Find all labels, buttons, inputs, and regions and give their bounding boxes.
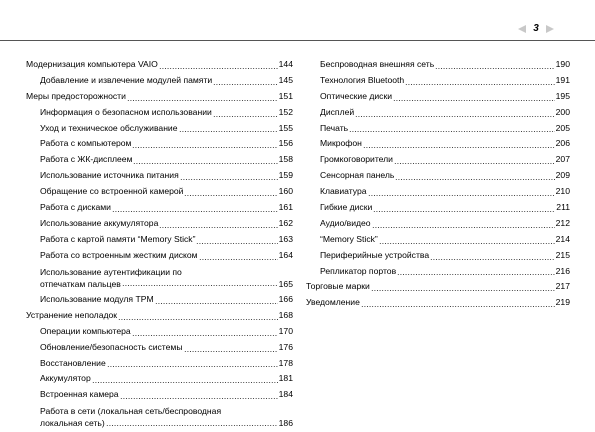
toc-entry[interactable] bbox=[26, 168, 293, 184]
toc-entry-page: 170 bbox=[278, 325, 293, 336]
toc-entry[interactable] bbox=[26, 73, 293, 89]
toc-entry-title: Работа со встроенным жестким диском bbox=[40, 249, 198, 260]
toc-entry-title: Использование модуля TPM bbox=[40, 293, 154, 304]
toc-entry[interactable] bbox=[26, 324, 293, 340]
toc-entry[interactable] bbox=[26, 371, 293, 387]
toc-entry-title: Меры предосторожности bbox=[26, 90, 126, 101]
toc-entry[interactable] bbox=[306, 121, 570, 137]
toc-dot-leader bbox=[107, 366, 278, 367]
toc-entry-page: 207 bbox=[555, 154, 570, 165]
toc-dot-leader bbox=[120, 398, 278, 399]
toc-entry-page: 156 bbox=[278, 138, 293, 149]
toc-dot-leader bbox=[196, 243, 277, 244]
toc-entry-page: 155 bbox=[278, 122, 293, 133]
toc-entry-title: Использование аккумулятора bbox=[40, 217, 159, 228]
toc-entry-page: 168 bbox=[278, 309, 293, 320]
toc-dot-leader bbox=[132, 335, 278, 336]
toc-left-column bbox=[26, 57, 293, 432]
toc-dot-leader bbox=[363, 147, 555, 148]
toc-entry[interactable] bbox=[306, 73, 570, 89]
toc-entry-page: 184 bbox=[278, 389, 293, 400]
toc-dot-leader bbox=[373, 211, 555, 212]
toc-entry[interactable] bbox=[26, 105, 293, 121]
toc-entry-title: Сенсорная панель bbox=[320, 170, 395, 181]
toc-entry-title: Технология Bluetooth bbox=[320, 74, 405, 85]
toc-dot-leader bbox=[132, 147, 277, 148]
toc-entry[interactable] bbox=[26, 152, 293, 168]
toc-entry-title: Громкоговорители bbox=[320, 154, 393, 165]
toc-right-column bbox=[306, 57, 570, 311]
toc-dot-leader bbox=[133, 163, 277, 164]
toc-entry-page: 205 bbox=[555, 122, 570, 133]
toc-entry-page: 161 bbox=[278, 202, 293, 212]
toc-entry[interactable] bbox=[306, 216, 570, 232]
toc-entry-page: 151 bbox=[278, 90, 293, 101]
toc-entry-page: 158 bbox=[278, 154, 293, 165]
toc-entry-title: Периферийные устройства bbox=[320, 249, 430, 260]
toc-dot-leader bbox=[435, 68, 554, 69]
toc-dot-leader bbox=[213, 116, 278, 117]
toc-entry-page: 215 bbox=[555, 249, 570, 260]
toc-entry-title: Беспроводная внешняя сеть bbox=[320, 58, 435, 69]
toc-entry-title: Работа с картой памяти “Memory Stick” bbox=[40, 233, 196, 244]
toc-entry-title: Репликатор портов bbox=[320, 265, 397, 276]
toc-entry-page: 160 bbox=[278, 186, 293, 197]
toc-entry-title: Работа с ЖК-дисплеем bbox=[40, 154, 133, 165]
toc-entry[interactable] bbox=[306, 136, 570, 152]
page-number: 3 bbox=[533, 23, 539, 34]
toc-entry[interactable] bbox=[26, 216, 293, 232]
toc-entry-title: Дисплей bbox=[320, 106, 355, 117]
page-navigation bbox=[518, 23, 554, 34]
toc-entry-title: Использование источника питания bbox=[40, 170, 179, 181]
toc-dot-leader bbox=[184, 195, 277, 196]
toc-entry[interactable] bbox=[26, 403, 293, 431]
toc-entry[interactable] bbox=[306, 248, 570, 264]
toc-entry-title: Оптические диски bbox=[320, 90, 393, 101]
toc-entry-title: Торговые марки bbox=[306, 281, 370, 292]
toc-entry-title: Обращение со встроенной камерой bbox=[40, 186, 184, 197]
toc-entry-title: Модернизация компьютера VAIO bbox=[26, 58, 158, 69]
toc-dot-leader bbox=[372, 227, 555, 228]
toc-dot-leader bbox=[155, 303, 278, 304]
toc-dot-leader bbox=[379, 243, 555, 244]
toc-entry[interactable] bbox=[26, 264, 293, 292]
toc-dot-leader bbox=[371, 290, 555, 291]
toc-dot-leader bbox=[397, 274, 555, 275]
toc-dot-leader bbox=[349, 131, 555, 132]
toc-entry-page: 206 bbox=[555, 138, 570, 149]
toc-entry-page: 176 bbox=[278, 341, 293, 352]
toc-entry-page: 166 bbox=[278, 293, 293, 304]
toc-entry-page: 216 bbox=[555, 265, 570, 276]
toc-entry-page: 209 bbox=[555, 170, 570, 181]
toc-entry-page: 200 bbox=[555, 106, 570, 117]
toc-entry-page: 214 bbox=[555, 233, 570, 244]
toc-entry[interactable] bbox=[26, 387, 293, 403]
toc-dot-leader bbox=[394, 163, 555, 164]
toc-entry[interactable] bbox=[306, 200, 570, 216]
toc-entry-title: Гибкие диски bbox=[320, 202, 373, 212]
toc-entry[interactable] bbox=[306, 89, 570, 105]
toc-dot-leader bbox=[118, 319, 278, 320]
toc-entry-page: 181 bbox=[278, 373, 293, 384]
next-page-arrow-icon[interactable] bbox=[546, 25, 554, 33]
toc-entry-title: Добавление и извлечение модулей памяти bbox=[40, 74, 213, 85]
toc-entry-page: 178 bbox=[278, 357, 293, 368]
toc-entry[interactable] bbox=[306, 295, 570, 311]
toc-dot-leader bbox=[199, 259, 278, 260]
toc-entry-page: 159 bbox=[278, 170, 293, 181]
toc-dot-leader bbox=[180, 179, 278, 180]
toc-entry-page: 162 bbox=[278, 217, 293, 228]
toc-dot-leader bbox=[92, 382, 278, 383]
toc-entry[interactable] bbox=[26, 292, 293, 308]
toc-entry[interactable] bbox=[26, 232, 293, 248]
toc-dot-leader bbox=[184, 351, 278, 352]
toc-entry-title: Операции компьютера bbox=[40, 325, 131, 336]
toc-entry-page: 210 bbox=[555, 186, 570, 197]
toc-entry[interactable] bbox=[306, 184, 570, 200]
toc-entry-title: Встроенная камера bbox=[40, 389, 119, 400]
toc-entry-title: Восстановление bbox=[40, 357, 106, 368]
toc-entry-title: Информация о безопасном использовании bbox=[40, 106, 212, 117]
toc-entry-page: 145 bbox=[278, 74, 293, 85]
toc-entry-title: Уход и техническое обслуживание bbox=[40, 122, 178, 133]
toc-dot-leader bbox=[355, 116, 554, 117]
toc-dot-leader bbox=[159, 68, 278, 69]
toc-entry[interactable] bbox=[306, 279, 570, 295]
toc-entry[interactable] bbox=[306, 152, 570, 168]
toc-entry[interactable] bbox=[26, 136, 293, 152]
toc-dot-leader bbox=[405, 84, 554, 85]
toc-entry-page: 186 bbox=[278, 418, 293, 429]
toc-entry-title: Уведомление bbox=[306, 297, 360, 308]
toc-dot-leader bbox=[127, 100, 278, 101]
toc-entry-page: 195 bbox=[555, 90, 570, 101]
toc-entry[interactable] bbox=[26, 248, 293, 264]
toc-dot-leader bbox=[361, 306, 555, 307]
toc-entry-title: “Memory Stick” bbox=[320, 233, 378, 244]
toc-entry-page: 212 bbox=[555, 217, 570, 228]
toc-entry-title: Обновление/безопасность системы bbox=[40, 341, 183, 352]
toc-entry-title: Печать bbox=[320, 122, 349, 133]
toc-entry-page: 144 bbox=[278, 58, 293, 69]
toc-entry[interactable] bbox=[306, 105, 570, 121]
toc-entry-page: 211 bbox=[556, 202, 570, 212]
toc-entry[interactable] bbox=[26, 200, 293, 216]
toc-entry-title: Микрофон bbox=[320, 138, 362, 149]
toc-entry[interactable] bbox=[306, 168, 570, 184]
header-divider bbox=[0, 40, 595, 41]
toc-dot-leader bbox=[112, 211, 278, 212]
toc-dot-leader bbox=[106, 425, 278, 426]
toc-entry[interactable] bbox=[26, 308, 293, 324]
toc-entry[interactable] bbox=[26, 89, 293, 105]
previous-page-arrow-icon[interactable] bbox=[518, 25, 526, 33]
toc-entry-title: Клавиатура bbox=[320, 186, 367, 197]
toc-entry-page: 217 bbox=[555, 281, 570, 292]
toc-dot-leader bbox=[159, 227, 277, 228]
toc-entry-page: 165 bbox=[278, 278, 293, 289]
toc-dot-leader bbox=[122, 285, 278, 286]
toc-entry-title: Устранение неполадок bbox=[26, 309, 118, 320]
toc-entry-title-continued: локальная сеть) bbox=[40, 418, 105, 429]
toc-entry-page: 152 bbox=[278, 106, 293, 117]
toc-entry[interactable] bbox=[26, 356, 293, 372]
toc-entry-page: 219 bbox=[555, 297, 570, 308]
toc-entry-page: 190 bbox=[555, 58, 570, 69]
toc-entry[interactable] bbox=[306, 232, 570, 248]
toc-entry-page: 163 bbox=[278, 233, 293, 244]
toc-dot-leader bbox=[430, 259, 555, 260]
toc-dot-leader bbox=[368, 195, 555, 196]
toc-entry[interactable] bbox=[26, 340, 293, 356]
toc-entry-title: Работа с компьютером bbox=[40, 138, 132, 149]
toc-entry-title: Аккумулятор bbox=[40, 373, 91, 384]
toc-dot-leader bbox=[395, 179, 554, 180]
toc-dot-leader bbox=[393, 100, 555, 101]
toc-entry-page: 191 bbox=[555, 74, 570, 85]
toc-entry[interactable] bbox=[26, 121, 293, 137]
toc-entry[interactable] bbox=[26, 57, 293, 73]
toc-dot-leader bbox=[213, 84, 277, 85]
toc-dot-leader bbox=[179, 131, 278, 132]
toc-entry[interactable] bbox=[306, 57, 570, 73]
toc-entry[interactable] bbox=[306, 264, 570, 280]
toc-entry-title-continued: отпечаткам пальцев bbox=[40, 278, 121, 289]
toc-entry-title: Работа в сети (локальная сеть/беспроводная bbox=[40, 406, 222, 417]
toc-entry[interactable] bbox=[26, 184, 293, 200]
toc-entry-title: Аудио/видео bbox=[320, 217, 371, 228]
toc-entry-page: 164 bbox=[278, 249, 293, 260]
toc-entry-title: Работа с дисками bbox=[40, 202, 111, 212]
toc-entry-title: Использование аутентификации по bbox=[40, 266, 182, 277]
